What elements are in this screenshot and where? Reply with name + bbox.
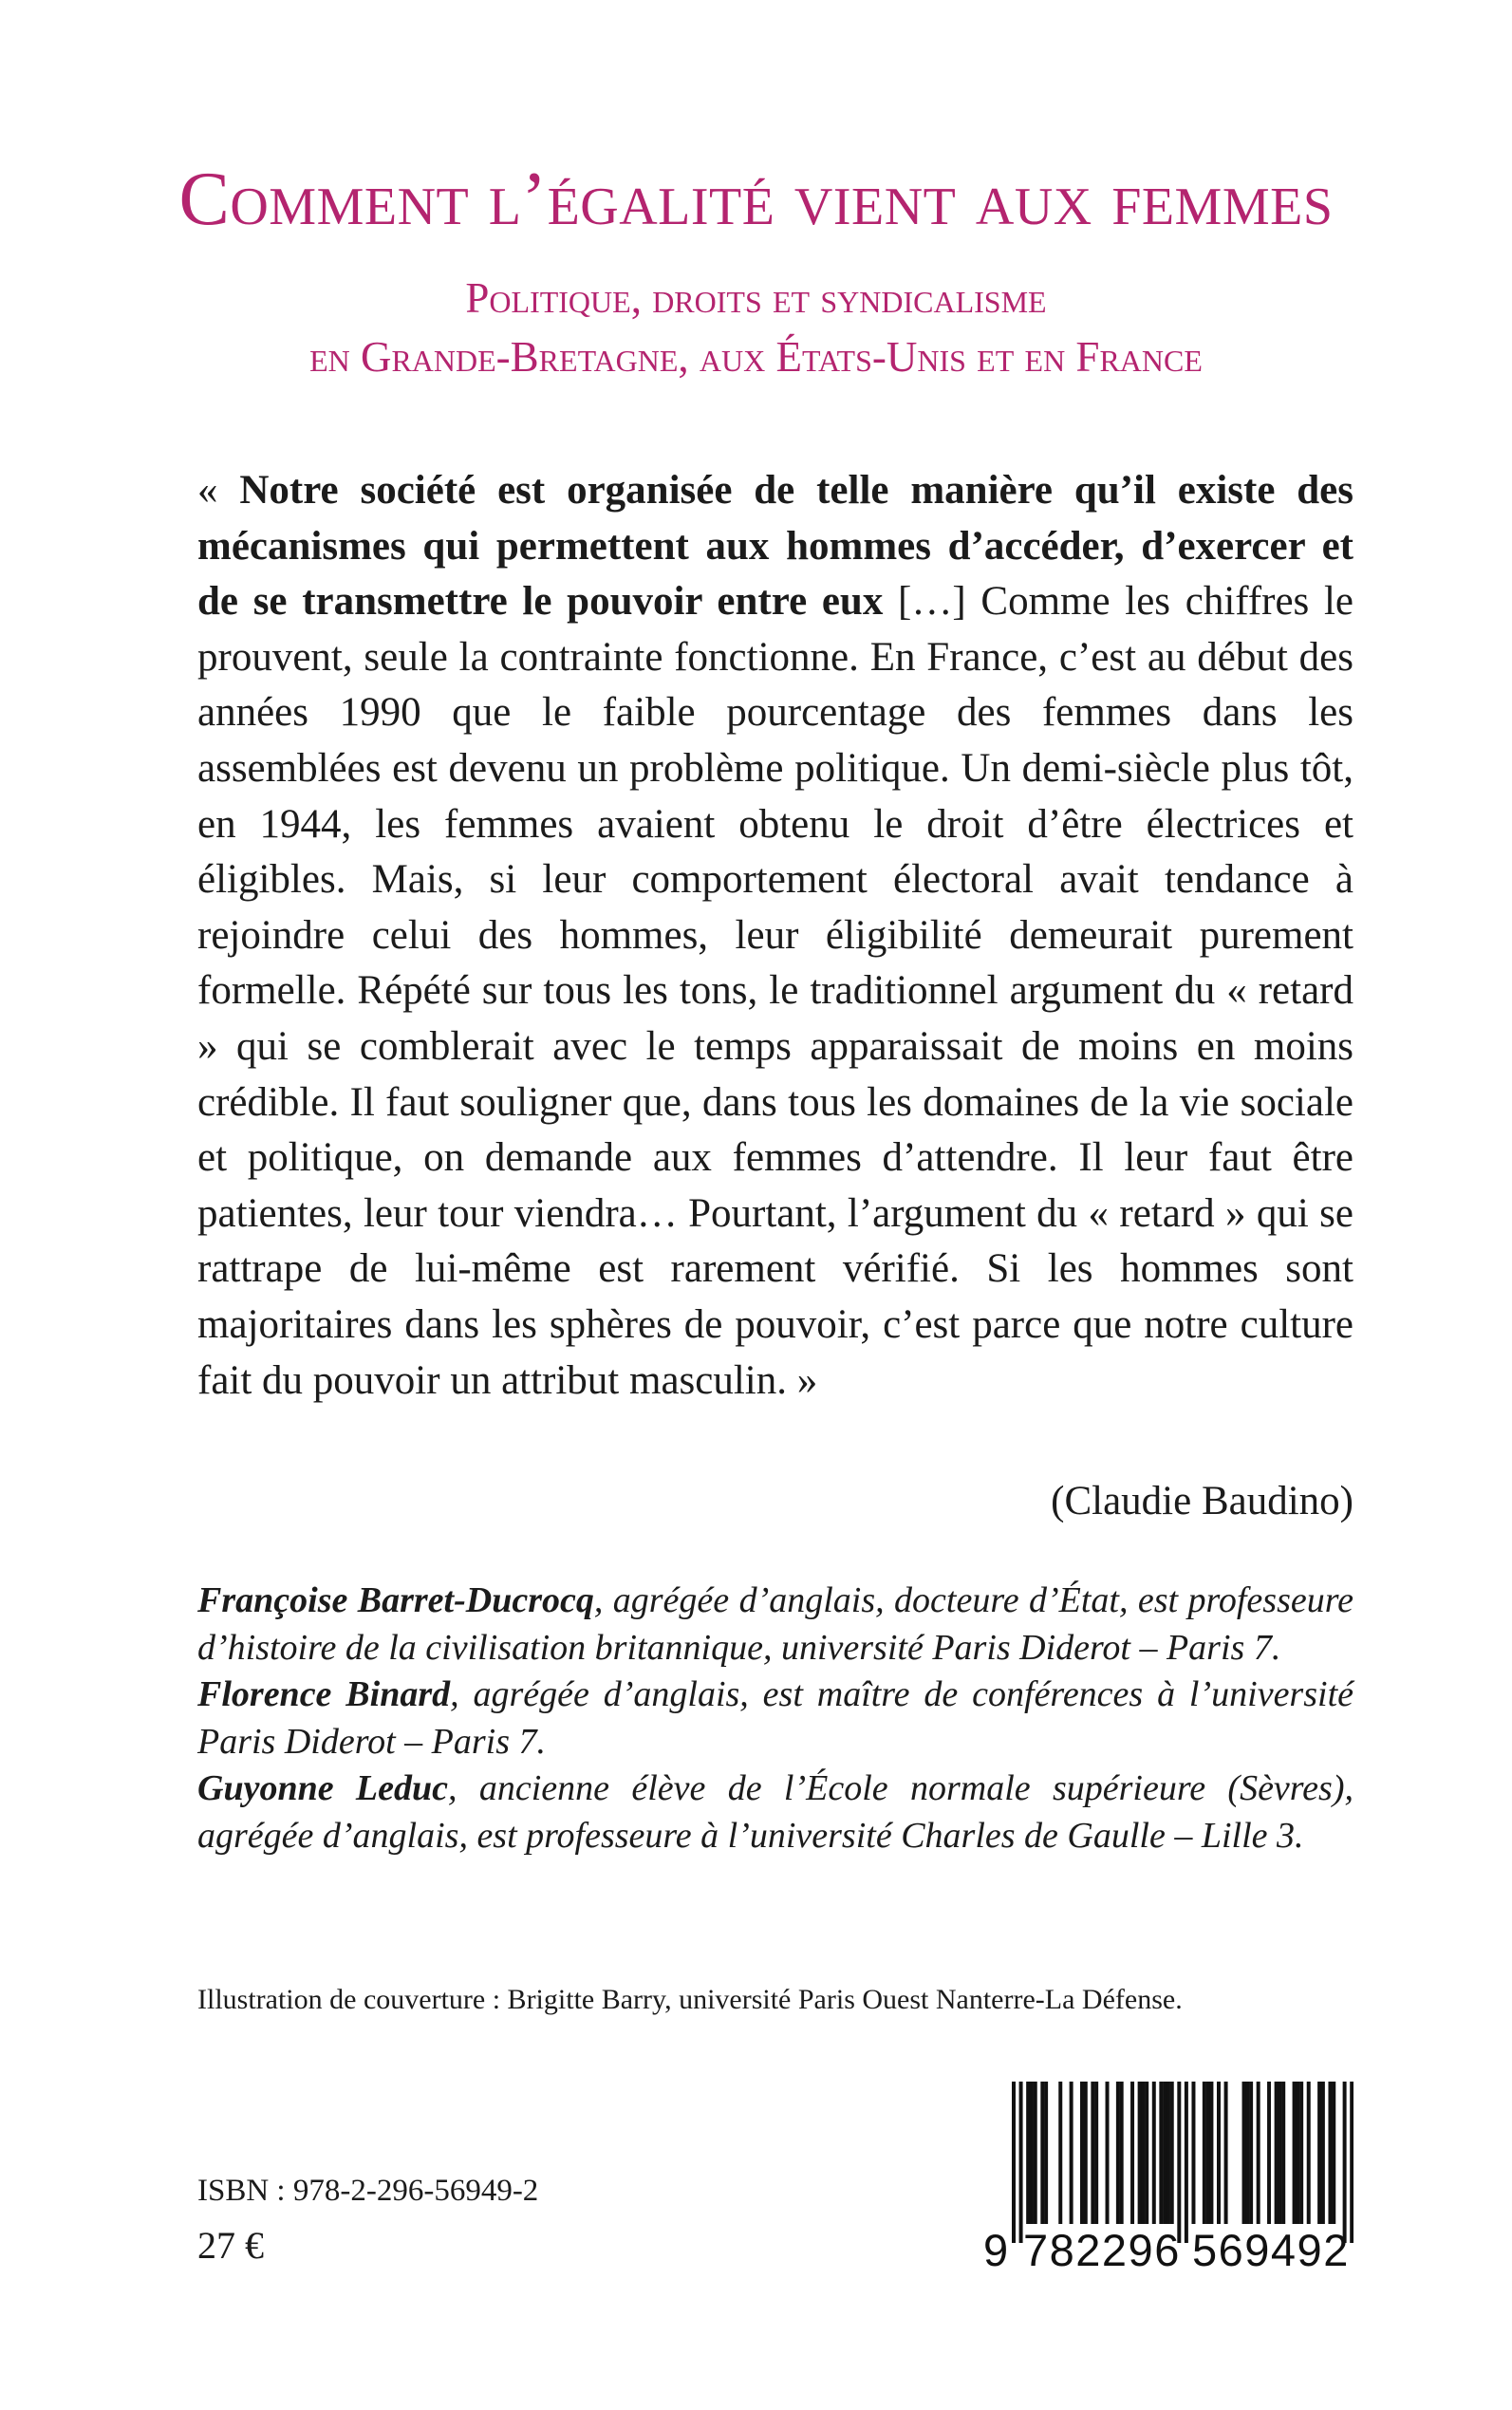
author-bio-text: , ancienne élève de l’École normale supérieure (Sèvres), agrégée d’anglais, est professeure à l’université Charles de Gaulle – Lille 3. xyxy=(197,1768,1353,1856)
barcode-bar xyxy=(1307,2082,1311,2224)
barcode-bar xyxy=(1094,2082,1098,2224)
barcode-bar xyxy=(1245,2082,1249,2224)
barcode-bar xyxy=(1138,2082,1142,2224)
author-bio-text: , agrégée d’anglais, est maître de conférences à l’université Paris Diderot – Paris 7. xyxy=(197,1674,1353,1762)
barcode-bar xyxy=(1249,2082,1253,2224)
barcode-bar xyxy=(1257,2082,1260,2224)
barcode-digits xyxy=(983,2226,1353,2275)
author-name: Florence Binard xyxy=(197,1674,451,1714)
barcode-bar xyxy=(1296,2082,1299,2224)
barcode-bar xyxy=(1206,2082,1210,2224)
barcode-guard-bar xyxy=(1343,2082,1347,2243)
price: 27 € xyxy=(197,2224,264,2267)
barcode-bar xyxy=(1130,2082,1134,2224)
author-bio xyxy=(197,1765,1353,1859)
barcode-guard-bar xyxy=(1019,2082,1023,2243)
barcode-bar xyxy=(1217,2082,1221,2224)
barcode-bar xyxy=(1120,2082,1124,2224)
author-bios xyxy=(197,1578,1353,1859)
barcode-bar xyxy=(1106,2082,1110,2224)
quote-attribution: (Claudie Baudino) xyxy=(1051,1479,1353,1523)
barcode-guard-bar xyxy=(1012,2082,1016,2243)
barcode-bar xyxy=(1030,2082,1034,2224)
author-bio-text: , agrégée d’anglais, docteure d’État, est professeure d’histoire de la civilisation britannique, université Paris Diderot – Paris 7. xyxy=(197,1580,1353,1668)
quote-open: « xyxy=(197,468,240,513)
barcode-bar xyxy=(1145,2082,1148,2224)
barcode-bar xyxy=(1167,2082,1170,2224)
barcode-bar xyxy=(1159,2082,1163,2224)
barcode xyxy=(983,2082,1353,2276)
quote-body: Comme les chiffres le prouvent, seule la contrainte fonctionne. En France, c’est au début des années 1990 que le faible pourcentage des femmes dans les assemblées est devenu un problème politique. Un demi-siècle plus tôt, en 1944, les femmes avaient obtenu le droit d’être électrices et éligibles. Mais, si leur comportement électoral avait tendance à rejoindre celui des hommes, leur éligibilité demeurait purement formelle. Répété sur tous les tons, le traditionnel argument du « retard » qui se comblerait avec le temps apparaissait de moins en moins crédible. Il faut souligner que, dans tous les domaines de la vie sociale et politique, on demande aux femmes d’attendre. Il leur faut être patientes, leur tour viendra… Pourtant, l’argument du « retard » qui se rattrape de lui-même est rarement vérifié. Si les hommes sont majoritaires dans les sphères de pouvoir, c’est parce que notre culture fait du pouvoir un attribut masculin. » xyxy=(197,579,1354,1403)
barcode-bar xyxy=(1026,2082,1030,2224)
barcode-bar xyxy=(1191,2082,1195,2224)
barcode-bar xyxy=(1141,2082,1145,2224)
barcode-bar xyxy=(1116,2082,1120,2224)
barcode-bar xyxy=(1321,2082,1325,2224)
barcode-bar xyxy=(1152,2082,1156,2224)
quote-bold-lead: Notre société est organisée de telle manière qu’il existe des mécanismes qui permettent aux hommes d’accéder, d’exercer et de se transmettre le pouvoir entre eux xyxy=(197,468,1353,625)
barcode-bar xyxy=(1034,2082,1037,2224)
barcode-bar xyxy=(1299,2082,1303,2224)
barcode-bar xyxy=(1242,2082,1246,2224)
book-subtitle xyxy=(0,269,1512,386)
barcode-bar xyxy=(1080,2082,1084,2224)
barcode-bar xyxy=(1058,2082,1062,2224)
barcode-bar xyxy=(1328,2082,1332,2224)
cover-illustration-credit: Illustration de couverture : Brigitte Barry, université Paris Ouest Nanterre-La Défense. xyxy=(197,1984,1183,2015)
barcode-guard-bar xyxy=(1185,2082,1188,2243)
barcode-bar xyxy=(1278,2082,1281,2224)
subtitle-line-2: en Grande-Bretagne, aux États-Unis et en France xyxy=(309,333,1203,381)
barcode-bar xyxy=(1293,2082,1297,2224)
barcode-bar xyxy=(1044,2082,1048,2224)
barcode-bar xyxy=(1332,2082,1335,2224)
barcode-bar xyxy=(1091,2082,1094,2224)
barcode-bar xyxy=(1163,2082,1167,2224)
barcode-bar xyxy=(1040,2082,1044,2224)
barcode-bar xyxy=(1267,2082,1271,2224)
barcode-bar xyxy=(1209,2082,1213,2224)
barcode-bar xyxy=(1084,2082,1088,2224)
author-bio xyxy=(197,1672,1353,1765)
barcode-guard-bar xyxy=(1350,2082,1353,2243)
barcode-bar xyxy=(1203,2082,1206,2224)
isbn: ISBN : 978-2-296-56949-2 xyxy=(197,2174,539,2208)
author-bio xyxy=(197,1578,1353,1672)
quote-ellipsis: […] xyxy=(883,579,966,625)
blurb-quote xyxy=(197,463,1353,1409)
barcode-bars xyxy=(1012,2082,1353,2243)
barcode-bar xyxy=(1275,2082,1279,2224)
barcode-bar xyxy=(1281,2082,1285,2224)
author-name: Guyonne Leduc xyxy=(197,1768,448,1808)
barcode-bar xyxy=(1070,2082,1073,2224)
barcode-guard-bar xyxy=(1177,2082,1181,2243)
barcode-bar xyxy=(1170,2082,1174,2224)
barcode-bar xyxy=(1317,2082,1321,2224)
barcode-bar xyxy=(1224,2082,1228,2224)
barcode-first-digit: 9 xyxy=(983,2225,1009,2275)
barcode-left-digits: 782296 xyxy=(1023,2225,1181,2275)
author-name: Françoise Barret-Ducrocq xyxy=(197,1580,594,1620)
book-title: Comment l’égalité vient aux femmes xyxy=(178,158,1334,241)
barcode-right-digits: 569492 xyxy=(1192,2225,1350,2275)
subtitle-line-1: Politique, droits et syndicalisme xyxy=(465,274,1047,322)
